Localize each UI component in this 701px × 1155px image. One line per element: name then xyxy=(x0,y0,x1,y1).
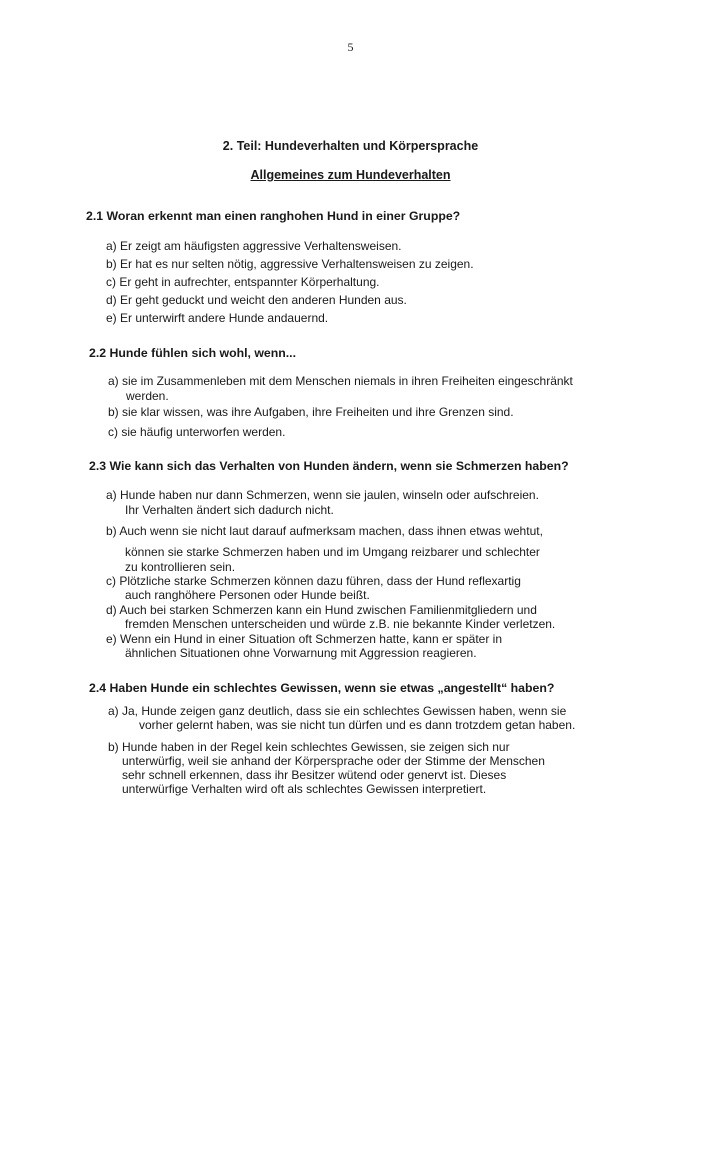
answer-line: e) Er unterwirft andere Hunde andauernd. xyxy=(106,311,329,325)
answer-line: a) Er zeigt am häufigsten aggressive Verhaltensweisen. xyxy=(106,239,402,253)
answer-line: ähnlichen Situationen ohne Vorwarnung mit Aggression reagieren. xyxy=(125,646,477,660)
question-heading-2-2: 2.2 Hunde fühlen sich wohl, wenn... xyxy=(89,346,297,360)
answer-line: vorher gelernt haben, was sie nicht tun dürfen und es dann trotzdem getan haben. xyxy=(139,718,576,732)
answer-line: b) Hunde haben in der Regel kein schlechtes Gewissen, sie zeigen sich nur xyxy=(108,740,510,754)
question-heading-2-1: 2.1 Woran erkennt man einen ranghohen Hund in einer Gruppe? xyxy=(86,209,461,223)
section-title: 2. Teil: Hundeverhalten und Körpersprache xyxy=(222,139,479,153)
answer-line: fremden Menschen unterscheiden und würde z.B. nie bekannte Kinder verletzen. xyxy=(125,617,556,631)
answer-line: b) Auch wenn sie nicht laut darauf aufmerksam machen, dass ihnen etwas wehtut, xyxy=(106,524,543,538)
answer-line: können sie starke Schmerzen haben und im Umgang reizbarer und schlechter xyxy=(125,545,540,559)
answer-line: d) Er geht geduckt und weicht den anderen Hunden aus. xyxy=(106,293,407,307)
answer-line: sehr schnell erkennen, dass ihr Besitzer wütend oder genervt ist. Dieses xyxy=(122,768,507,782)
question-heading-2-3: 2.3 Wie kann sich das Verhalten von Hunden ändern, wenn sie Schmerzen haben? xyxy=(89,459,569,473)
answer-line: zu kontrollieren sein. xyxy=(125,560,236,574)
answer-line: auch ranghöhere Personen oder Hunde beißt. xyxy=(125,588,370,602)
page-number: 5 xyxy=(347,40,354,54)
answer-line: a) Ja, Hunde zeigen ganz deutlich, dass sie ein schlechtes Gewissen haben, wenn sie xyxy=(108,704,567,718)
answer-line: c) sie häufig unterworfen werden. xyxy=(108,425,286,439)
answer-line: a) sie im Zusammenleben mit dem Menschen niemals in ihren Freiheiten eingeschränkt xyxy=(108,374,573,388)
answer-line: d) Auch bei starken Schmerzen kann ein Hund zwischen Familienmitgliedern und xyxy=(106,603,537,617)
answer-line: b) Er hat es nur selten nötig, aggressive Verhaltensweisen zu zeigen. xyxy=(106,257,474,271)
answer-line: c) Er geht in aufrechter, entspannter Körperhaltung. xyxy=(106,275,380,289)
answer-line: c) Plötzliche starke Schmerzen können dazu führen, dass der Hund reflexartig xyxy=(106,574,521,588)
answer-line: b) sie klar wissen, was ihre Aufgaben, ihre Freiheiten und ihre Grenzen sind. xyxy=(108,405,514,419)
question-heading-2-4: 2.4 Haben Hunde ein schlechtes Gewissen, wenn sie etwas „angestellt“ haben? xyxy=(89,681,555,695)
answer-line: a) Hunde haben nur dann Schmerzen, wenn sie jaulen, winseln oder aufschreien. xyxy=(106,488,539,502)
answer-line: e) Wenn ein Hund in einer Situation oft Schmerzen hatte, kann er später in xyxy=(106,632,503,646)
answer-line: Ihr Verhalten ändert sich dadurch nicht. xyxy=(125,503,334,517)
answer-line: werden. xyxy=(126,389,169,403)
section-subtitle: Allgemeines zum Hundeverhalten xyxy=(250,168,451,182)
answer-line: unterwürfig, weil sie anhand der Körpersprache oder der Stimme der Menschen xyxy=(122,754,545,768)
answer-line: unterwürfige Verhalten wird oft als schlechtes Gewissen interpretiert. xyxy=(122,782,487,796)
